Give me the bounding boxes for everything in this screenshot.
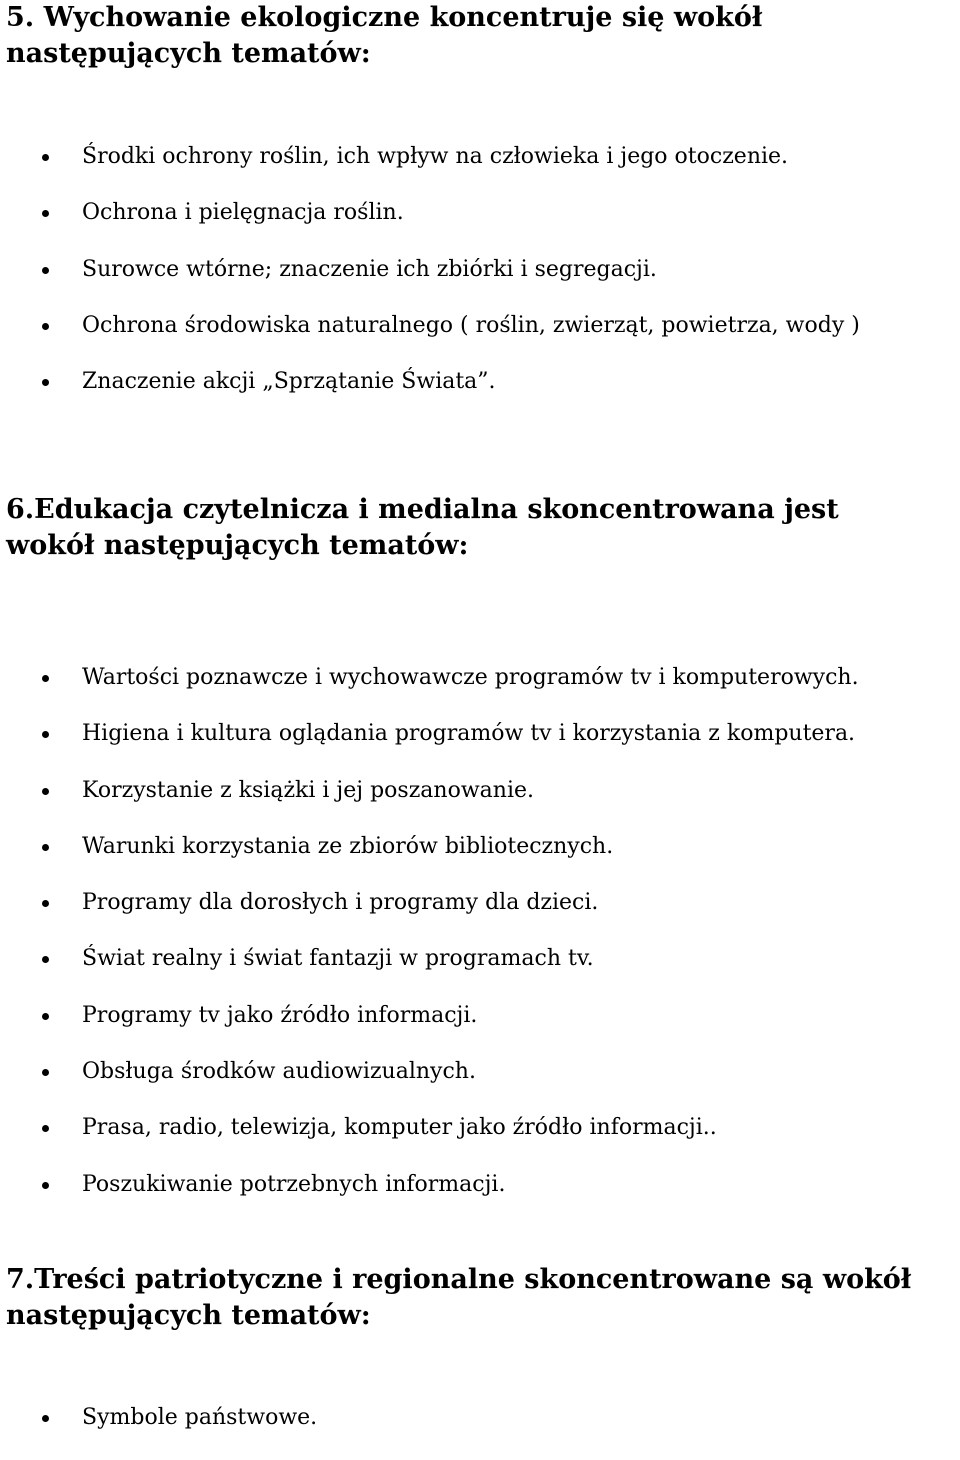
list-item-text: Programy tv jako źródło informacji.: [82, 1002, 478, 1028]
list-item-text: Znaczenie akcji „Sprzątanie Świata”.: [82, 369, 496, 395]
list-item-text: Poszukiwanie potrzebnych informacji.: [82, 1171, 506, 1197]
bullet-icon: [42, 1069, 49, 1076]
bullet-icon: [42, 1182, 49, 1189]
bullet-icon: [42, 1125, 49, 1132]
bullet-icon: [42, 323, 49, 330]
bullet-icon: [42, 1415, 49, 1422]
list-item-text: Świat realny i świat fantazji w programach tv.: [82, 946, 594, 972]
section-6-heading-line-2: wokół następujących tematów:: [6, 530, 469, 561]
list-item-text: Obsługa środków audiowizualnych.: [82, 1059, 476, 1085]
section-7-heading: [6, 1262, 911, 1334]
list-item-text: Surowce wtórne; znaczenie ich zbiórki i segregacji.: [82, 256, 657, 282]
bullet-icon: [42, 956, 49, 963]
list-item-text: Higiena i kultura oglądania programów tv i korzystania z komputera.: [82, 721, 856, 747]
bullet-icon: [42, 788, 49, 795]
bullet-icon: [42, 844, 49, 851]
bullet-icon: [42, 210, 49, 217]
list-item-text: Środki ochrony roślin, ich wpływ na człowieka i jego otoczenie.: [82, 144, 789, 169]
list-item-text: Symbole państwowe.: [82, 1405, 318, 1430]
list-item-text: Prasa, radio, telewizja, komputer jako źródło informacji..: [82, 1115, 717, 1141]
list-item-text: Korzystanie z książki i jej poszanowanie.: [82, 777, 534, 803]
bullet-icon: [42, 154, 49, 161]
bullet-icon: [42, 379, 49, 386]
bullet-icon: [42, 675, 49, 682]
bullet-icon: [42, 1013, 49, 1020]
section-7-heading-line-1: 7.Treści patriotyczne i regionalne skoncentrowane są wokół: [6, 1264, 912, 1295]
list-item-text: Programy dla dorosłych i programy dla dzieci.: [82, 890, 599, 916]
list-item-text: Warunki korzystania ze zbiorów bibliotecznych.: [82, 833, 614, 859]
section-6-heading-line-1: 6.Edukacja czytelnicza i medialna skoncentrowana jest: [6, 494, 839, 525]
section-6-heading: [6, 492, 839, 564]
list-item-text: Ochrona środowiska naturalnego ( roślin, zwierząt, powietrza, wody ): [82, 312, 860, 338]
section-5-heading-line-2: następujących tematów:: [6, 38, 371, 69]
bullet-icon: [42, 267, 49, 274]
list-item-text: Ochrona i pielęgnacja roślin.: [82, 200, 404, 226]
bullet-icon: [42, 731, 49, 738]
section-7-heading-line-2: następujących tematów:: [6, 1300, 371, 1331]
section-5-heading-line-1: 5. Wychowanie ekologiczne koncentruje się wokół: [6, 2, 763, 33]
section-5-heading: [6, 0, 762, 72]
list-item-text: Wartości poznawcze i wychowawcze programów tv i komputerowych.: [82, 665, 859, 690]
bullet-icon: [42, 900, 49, 907]
